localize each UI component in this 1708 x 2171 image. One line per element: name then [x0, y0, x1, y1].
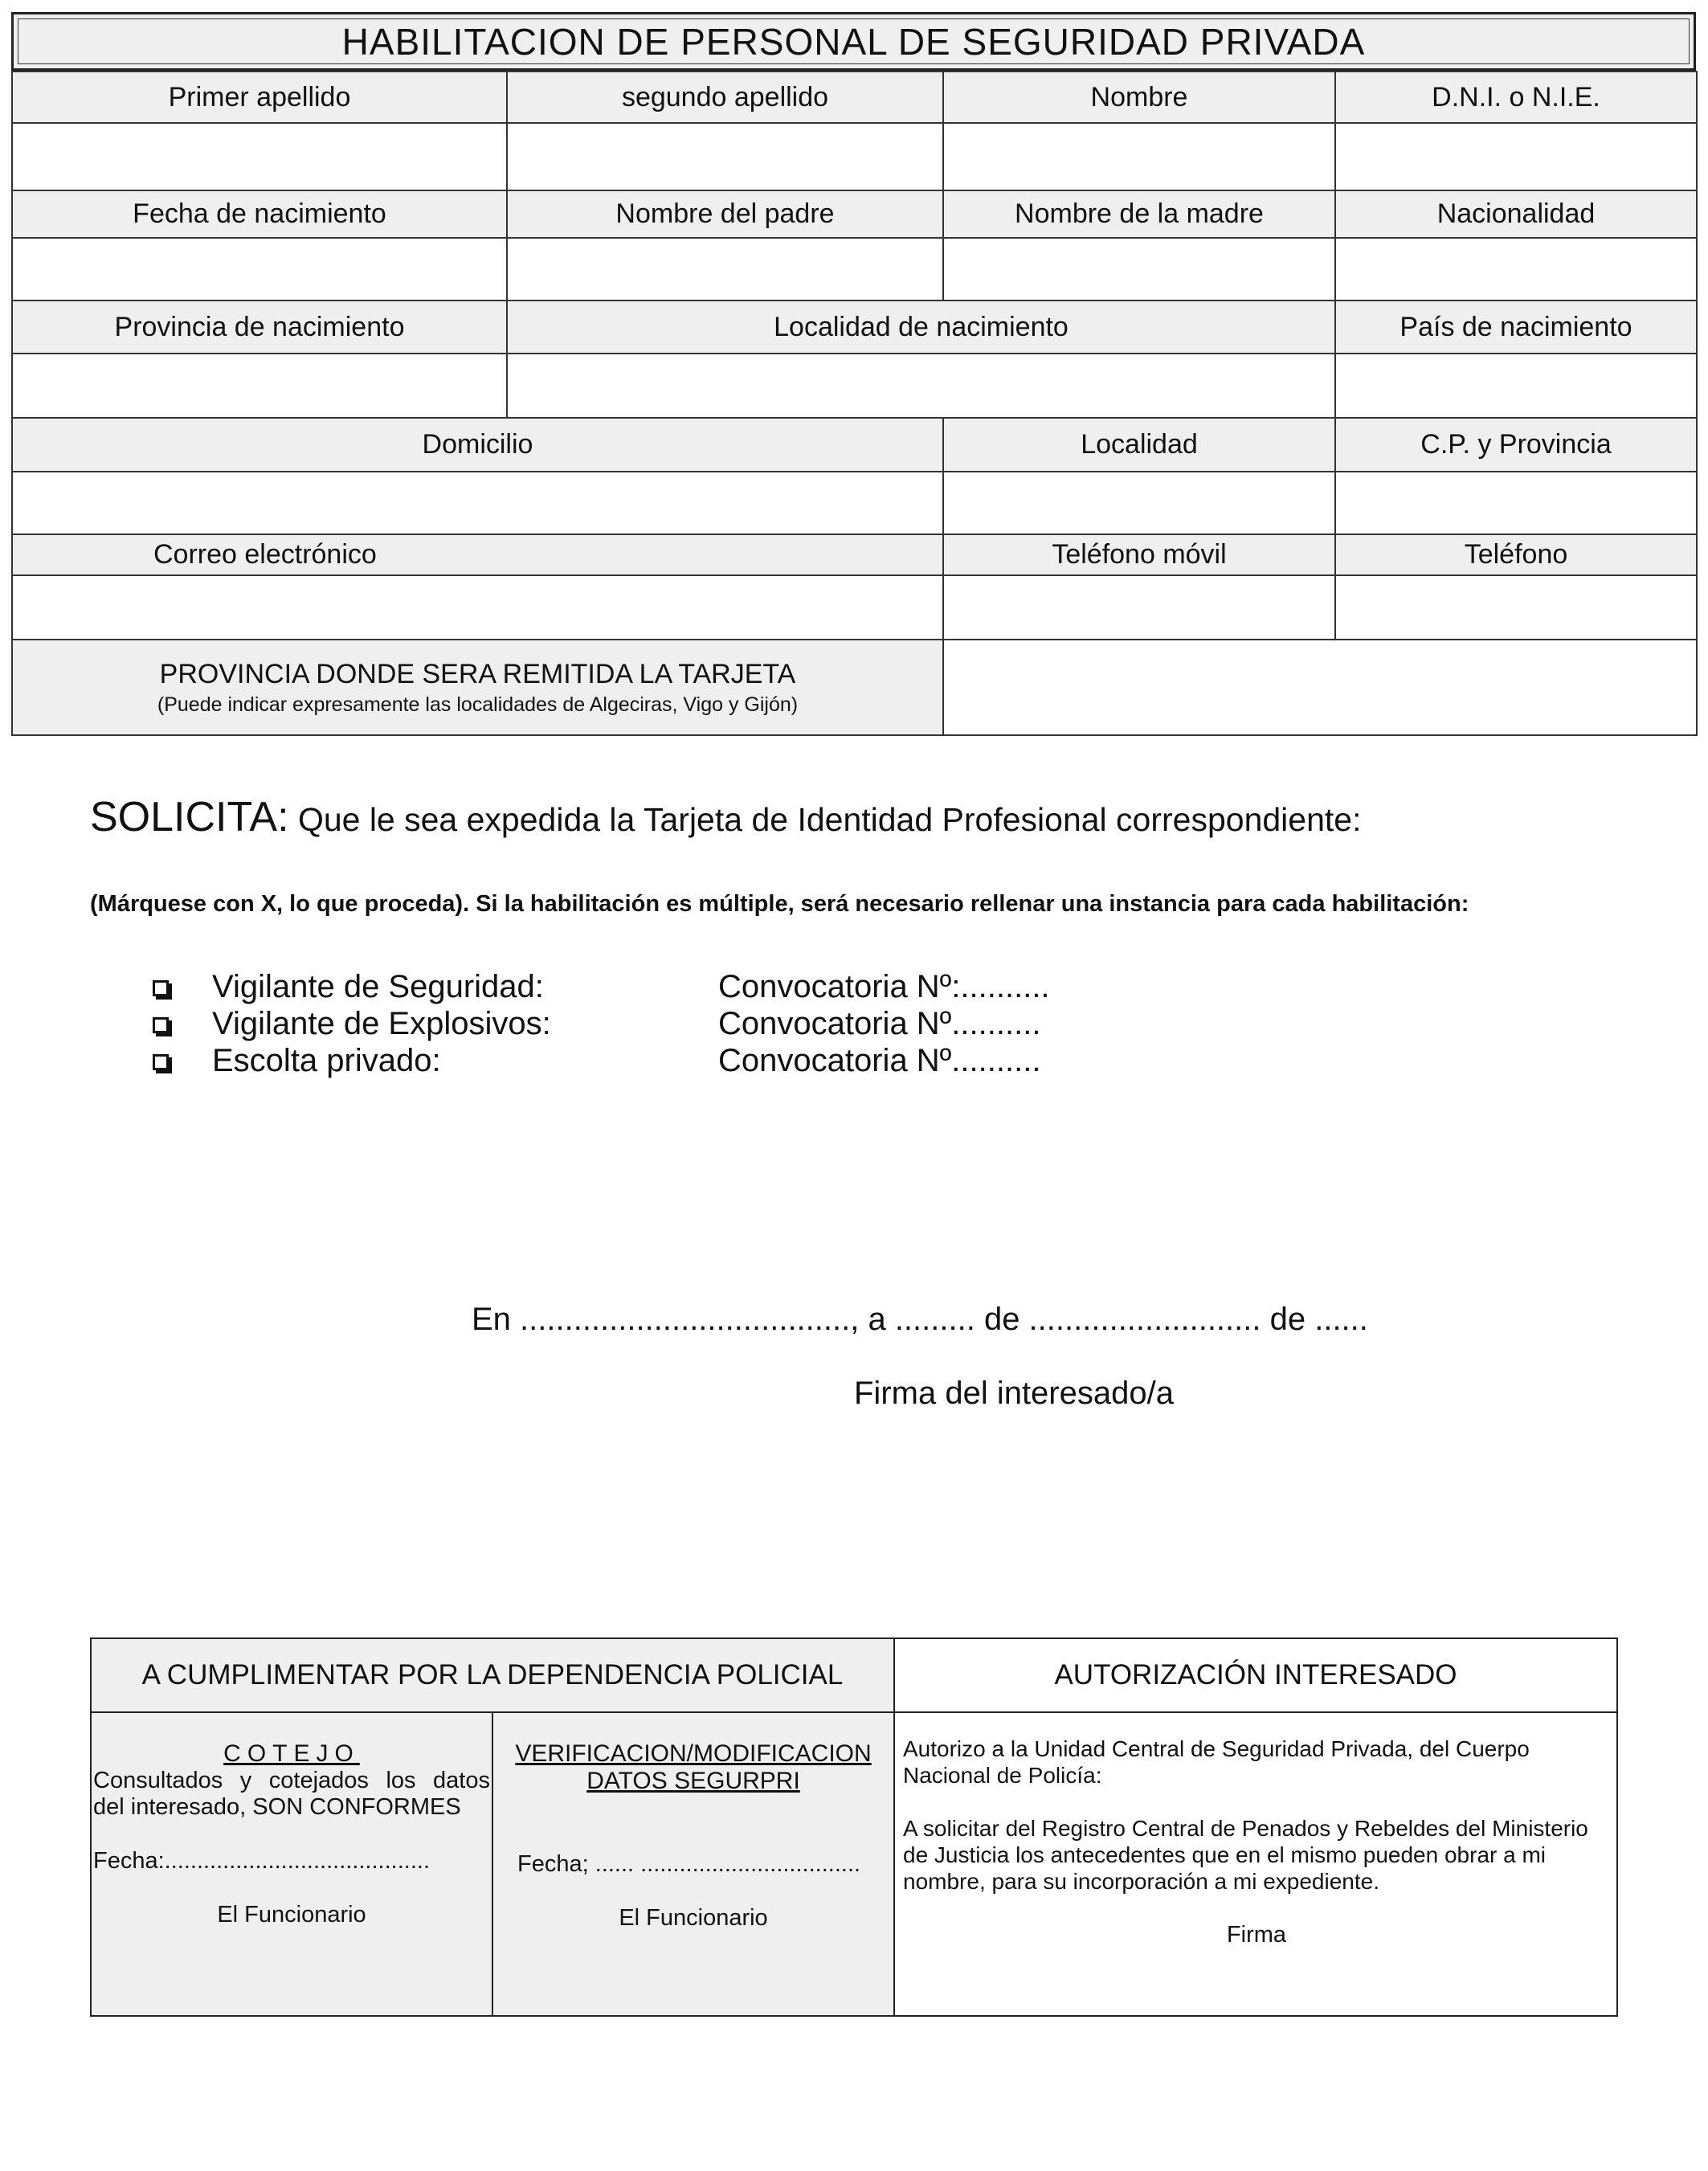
cotejo-fecha: Fecha:......................................... [93, 1848, 430, 1874]
fecha-nacimiento-field[interactable] [12, 238, 507, 301]
segundo-apellido-label: segundo apellido [507, 72, 943, 123]
localidad-nacimiento-label: Localidad de nacimiento [507, 301, 1335, 354]
localidad-nacimiento-field[interactable] [507, 354, 1335, 418]
solicita-statement [90, 793, 1361, 841]
primer-apellido-label: Primer apellido [12, 72, 507, 123]
checkbox[interactable] [153, 1054, 169, 1070]
correo-field[interactable] [12, 575, 943, 640]
convocatoria-label: Convocatoria Nº.......... [718, 1006, 1041, 1041]
telefono-movil-field[interactable] [943, 575, 1335, 640]
segundo-apellido-field[interactable] [507, 123, 943, 190]
verificacion-title-2: DATOS SEGURPRI [586, 1768, 800, 1794]
option-vigilante-seguridad [153, 969, 1050, 1005]
dni-field[interactable] [1335, 123, 1697, 190]
cp-provincia-label: C.P. y Provincia [1335, 418, 1697, 472]
provincia-tarjeta-field[interactable] [943, 640, 1697, 735]
cotejo-line-2: del interesado, SON CONFORMES [93, 1794, 461, 1820]
provincia-tarjeta-note: (Puede indicar expresamente las localidades de Algeciras, Vigo y Gijón) [157, 693, 799, 716]
authorization-firma: Firma [1226, 1922, 1287, 1948]
convocatoria-label: Convocatoria Nº.......... [718, 1043, 1041, 1078]
option-label: Vigilante de Seguridad: [212, 969, 544, 1004]
nombre-padre-field[interactable] [507, 238, 943, 301]
cotejo-funcionario: El Funcionario [217, 1902, 366, 1928]
checkbox[interactable] [153, 1017, 169, 1033]
place-date-line: En ....................................., a ......... de .......................... de ...... [472, 1302, 1368, 1337]
solicita-label: SOLICITA: [90, 794, 289, 840]
verificacion-cell [492, 1712, 894, 2016]
solicita-text: Que le sea expedida la Tarjeta de Identidad Profesional correspondiente: [288, 801, 1362, 838]
form-title-box [11, 12, 1696, 71]
option-label: Escolta privado: [212, 1043, 441, 1078]
cotejo-line-1: Consultados y cotejados los datos [93, 1768, 490, 1793]
convocatoria-label: Convocatoria Nº:.......... [718, 969, 1050, 1004]
provincia-tarjeta-label [12, 640, 943, 735]
authorization-para-1: Autorizo a la Unidad Central de Seguridad Privada, del Cuerpo Nacional de Policía: [903, 1736, 1530, 1788]
instructions-text: (Márquese con X, lo que proceda). Si la habilitación es múltiple, será necesario rellenar una instancia para cada habilitación: [90, 891, 1469, 917]
official-use-table [90, 1637, 1618, 2017]
provincia-tarjeta-title: PROVINCIA DONDE SERA REMITIDA LA TARJETA [159, 658, 796, 689]
authorization-cell [894, 1712, 1617, 2016]
nombre-madre-field[interactable] [943, 238, 1335, 301]
nombre-label: Nombre [943, 72, 1335, 123]
cotejo-cell [91, 1712, 492, 2016]
form-title: HABILITACION DE PERSONAL DE SEGURIDAD PRIVADA [18, 18, 1690, 64]
provincia-nacimiento-field[interactable] [12, 354, 507, 418]
authorization-para-2: A solicitar del Registro Central de Penados y Rebeldes del Ministerio de Justicia los antecedentes que en el mismo pueden obrar a mi nombre, para su incorporación a mi expediente. [903, 1816, 1588, 1894]
police-section-header: A CUMPLIMENTAR POR LA DEPENDENCIA POLICIAL [91, 1638, 894, 1712]
signature-label: Firma del interesado/a [854, 1376, 1174, 1411]
provincia-nacimiento-label: Provincia de nacimiento [12, 301, 507, 354]
nombre-field[interactable] [943, 123, 1335, 190]
option-escolta-privado [153, 1043, 1040, 1079]
verificacion-fecha: Fecha; ...... .................................. [517, 1851, 861, 1877]
pais-nacimiento-field[interactable] [1335, 354, 1697, 418]
option-vigilante-explosivos [153, 1006, 1040, 1042]
nombre-madre-label: Nombre de la madre [943, 190, 1335, 238]
nacionalidad-field[interactable] [1335, 238, 1697, 301]
primer-apellido-field[interactable] [12, 123, 507, 190]
localidad-label: Localidad [943, 418, 1335, 472]
fecha-nacimiento-label: Fecha de nacimiento [12, 190, 507, 238]
dni-label: D.N.I. o N.I.E. [1335, 72, 1697, 123]
pais-nacimiento-label: País de nacimiento [1335, 301, 1697, 354]
cotejo-title: COTEJO [223, 1740, 360, 1767]
correo-label: Correo electrónico [12, 534, 943, 575]
telefono-label: Teléfono [1335, 534, 1697, 575]
nombre-padre-label: Nombre del padre [507, 190, 943, 238]
nacionalidad-label: Nacionalidad [1335, 190, 1697, 238]
domicilio-field[interactable] [12, 472, 943, 534]
personal-data-table [11, 71, 1698, 736]
cp-provincia-field[interactable] [1335, 472, 1697, 534]
authorization-header: AUTORIZACIÓN INTERESADO [894, 1638, 1617, 1712]
localidad-field[interactable] [943, 472, 1335, 534]
checkbox[interactable] [153, 980, 169, 996]
verificacion-funcionario: El Funcionario [619, 1905, 768, 1931]
domicilio-label: Domicilio [12, 418, 943, 472]
verificacion-title-1: VERIFICACION/MODIFICACION [515, 1740, 872, 1767]
telefono-movil-label: Teléfono móvil [943, 534, 1335, 575]
option-label: Vigilante de Explosivos: [212, 1006, 551, 1041]
telefono-field[interactable] [1335, 575, 1697, 640]
